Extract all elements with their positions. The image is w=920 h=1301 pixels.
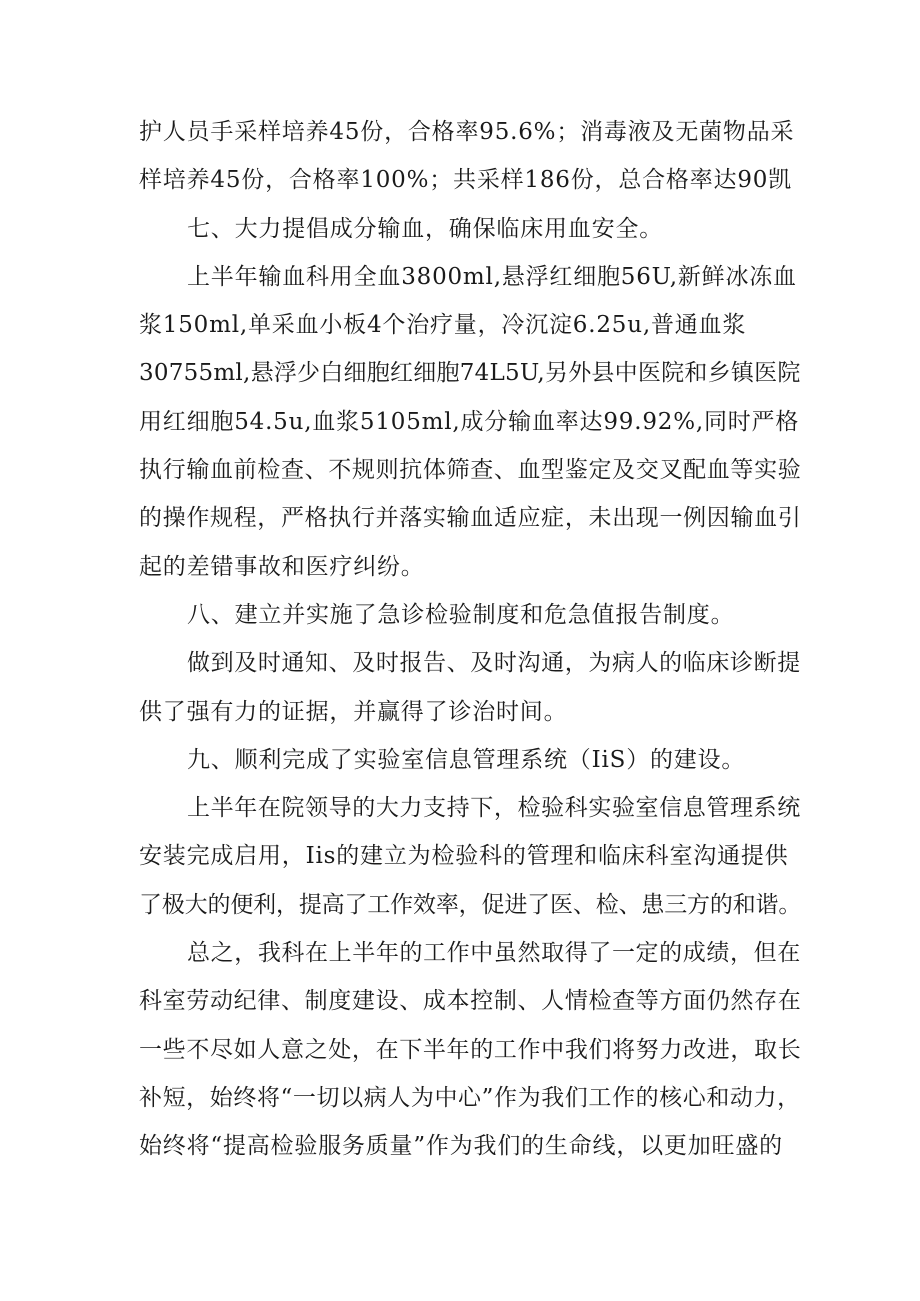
document-body [139,108,802,1171]
paragraph-line: 一些不尽如人意之处，在下半年的工作中我们将努力改进，取长 [139,1036,802,1063]
paragraph-first-line: 八、建立并实施了急诊检验制度和危急值报告制度。 [187,601,735,628]
paragraph-first-line: 上半年在院领导的大力支持下，检验科实验室信息管理系统 [187,795,801,822]
paragraph-line: 始终将“提高检验服务质量”作为我们的生命线，以更加旺盛的 [139,1133,783,1160]
paragraph-line: 科室劳动纪律、制度建设、成本控制、人情检查等方面仍然存在 [139,988,802,1015]
paragraph-line: 了极大的便利，提高了工作效率，促进了医、检、患三方的和谐。 [139,891,802,918]
paragraph-line: 安装完成启用，Iis的建立为检验科的管理和临床科室沟通提供 [139,843,789,870]
paragraph-line: 的操作规程，严格执行并落实输血适应症，未出现一例因输血引 [139,505,802,532]
paragraph-line: 用红细胞54.5u,血浆5105ml,成分输血率达99.92%,同时严格 [139,408,800,435]
paragraph-line: 供了强有力的证据，并赢得了诊治时间。 [139,698,568,725]
paragraph-first-line: 上半年输血科用全血3800ml,悬浮红细胞56U,新鲜冰冻血 [187,263,797,290]
paragraph-line: 执行输血前检查、不规则抗体筛查、血型鉴定及交叉配血等实验 [139,457,802,484]
paragraph-line: 样培养45份，合格率100%；共采样186份，总合格率达90凯 [139,167,792,194]
paragraph-line: 浆150ml,单采血小板4个治疗量，冷沉淀6.25u,普通血浆 [139,312,747,339]
paragraph-first-line: 九、顺利完成了实验室信息管理系统（IiS）的建设。 [187,746,746,773]
paragraph-line: 起的差错事故和医疗纠纷。 [139,553,425,580]
paragraph-line: 补短，始终将“一切以病人为中心”作为我们工作的核心和动力， [139,1084,801,1111]
paragraph-first-line: 七、大力提倡成分输血，确保临床用血安全。 [187,215,663,242]
paragraph-line: 护人员手采样培养45份，合格率95.6%；消毒液及无菌物品采 [139,119,795,145]
paragraph-line: 30755ml,悬浮少白细胞红细胞74L5U,另外县中医院和乡镇医院 [139,360,801,387]
paragraph-first-line: 做到及时通知、及时报告、及时沟通，为病人的临床诊断提 [187,650,801,677]
paragraph-first-line: 总之，我科在上半年的工作中虽然取得了一定的成绩，但在 [187,940,801,967]
